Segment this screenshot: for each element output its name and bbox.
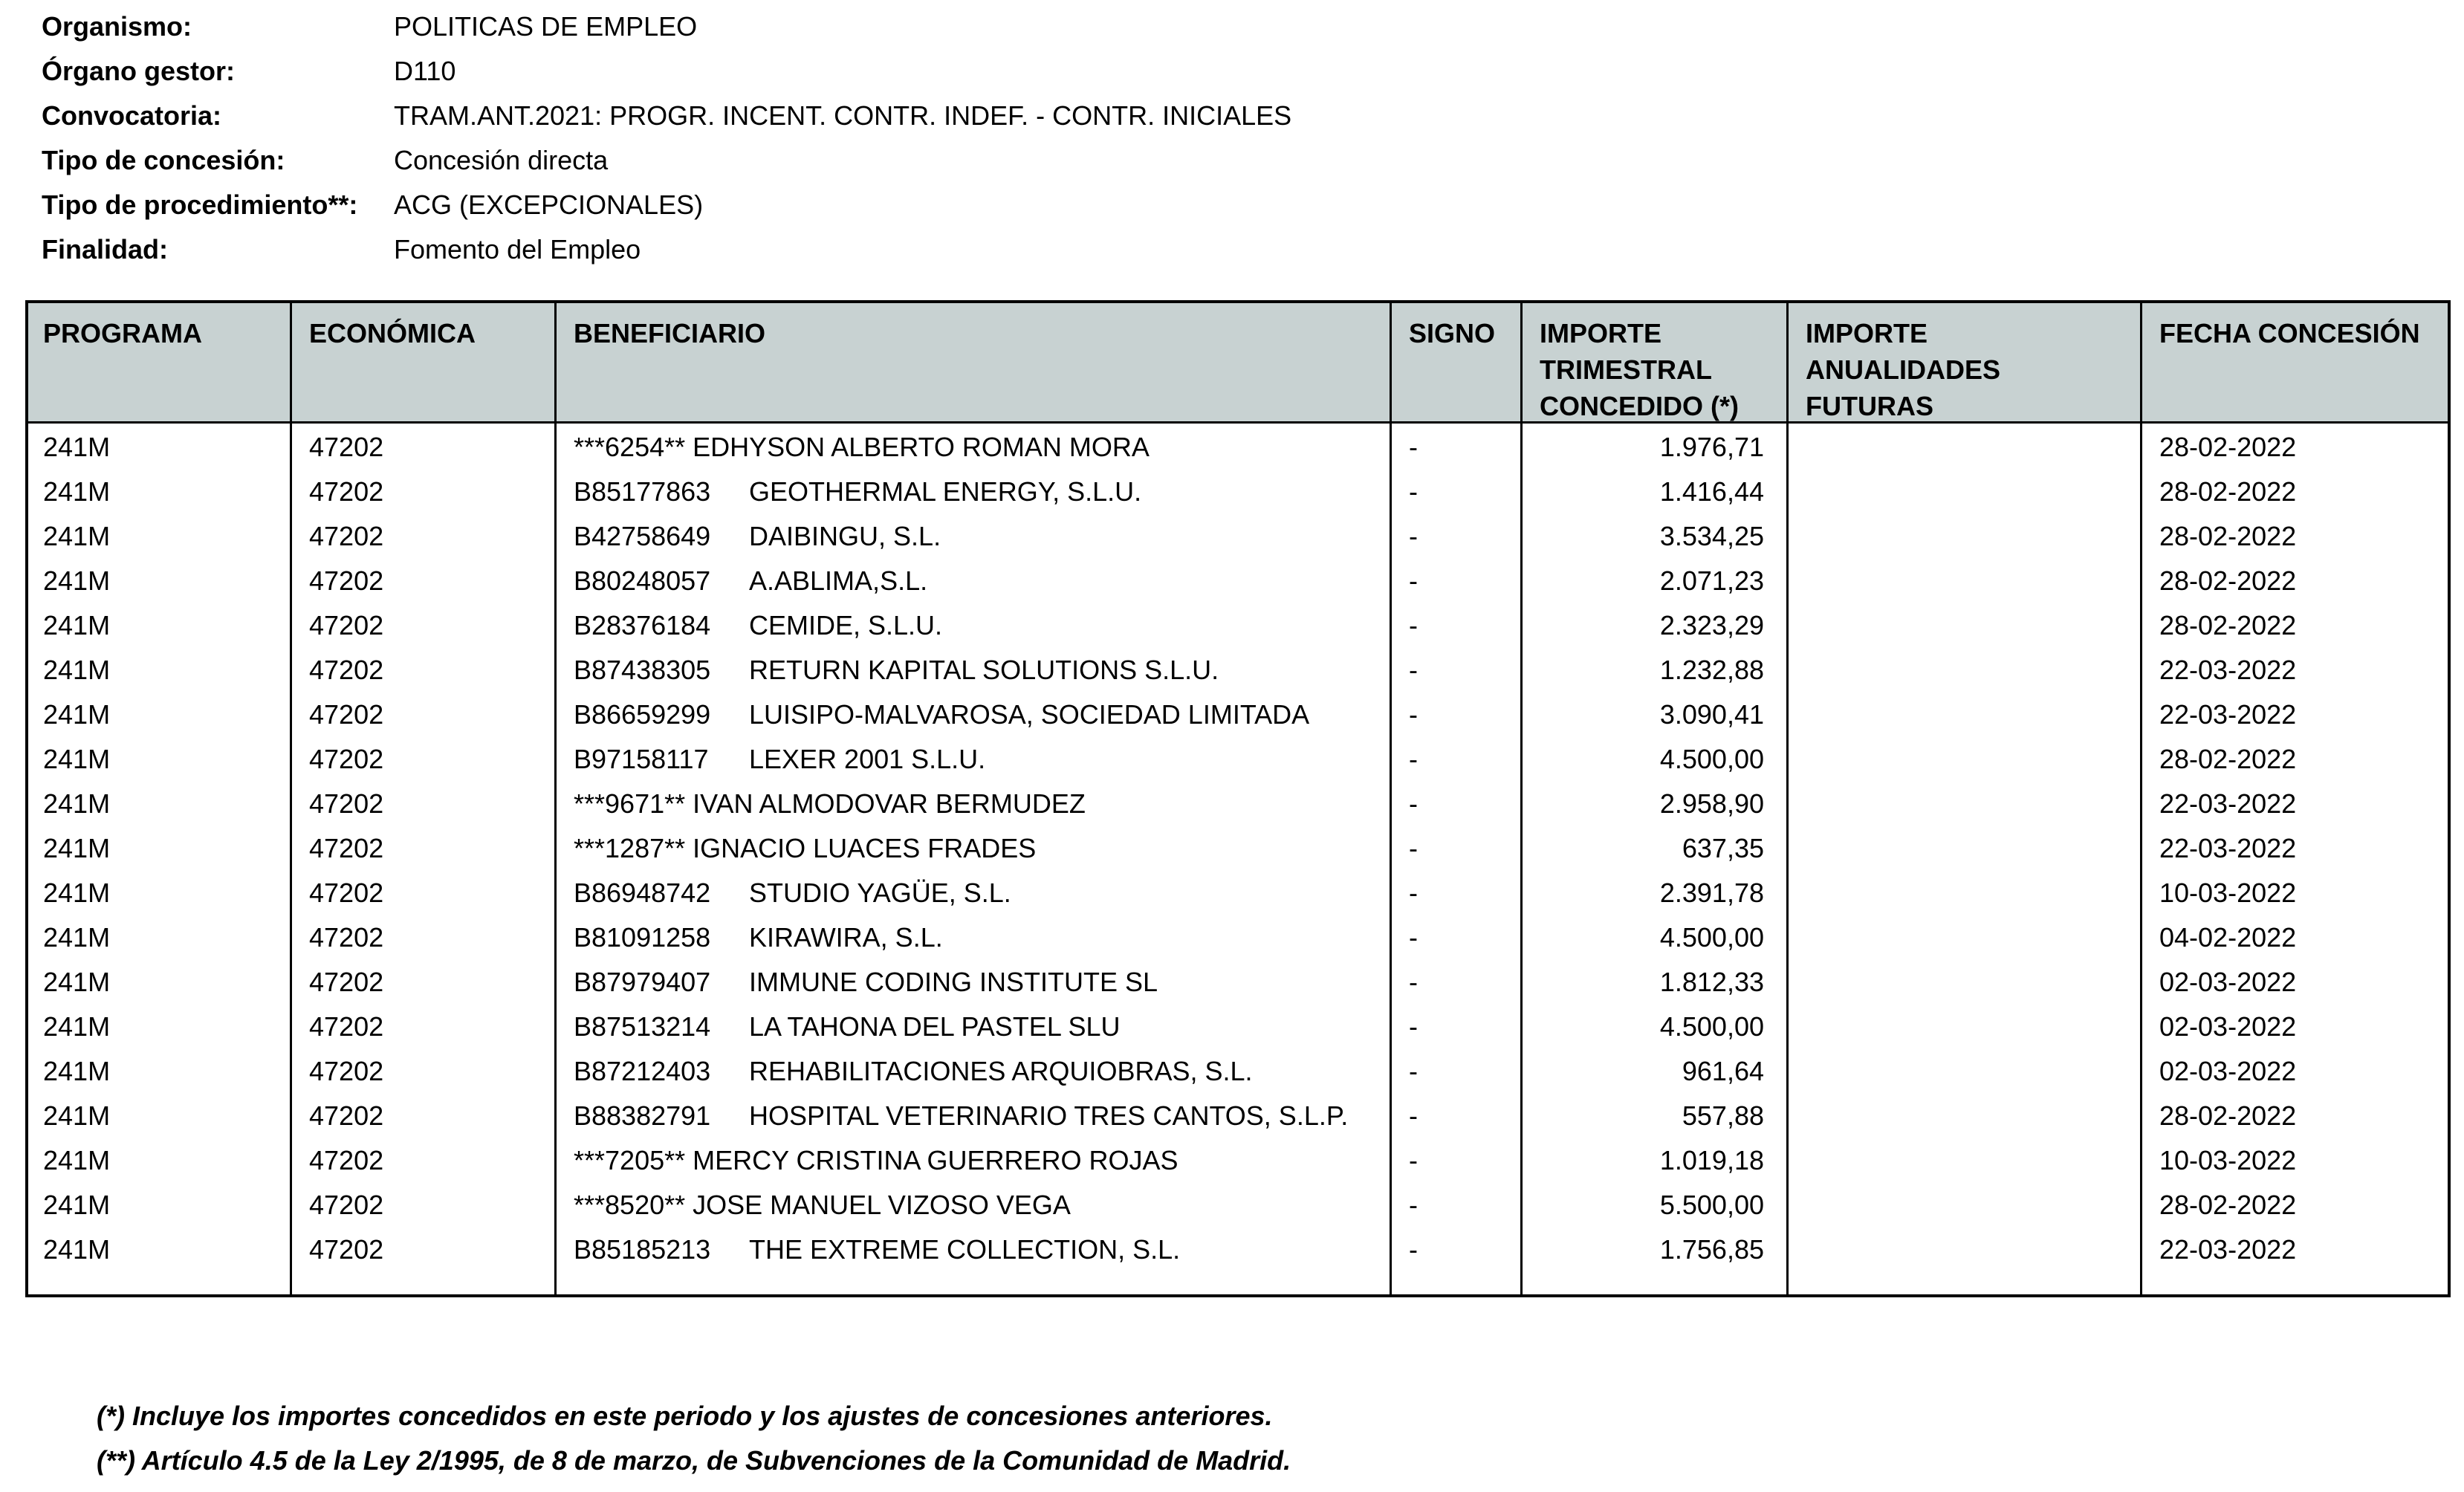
cell-signo: - [1409, 1011, 1418, 1042]
cell-economica: 47202 [309, 432, 384, 462]
beneficiario-nombre: IVAN ALMODOVAR BERMUDEZ [693, 788, 1086, 819]
metadata-value: Concesión directa [394, 145, 609, 175]
cell-programa: 241M [43, 1145, 111, 1175]
table-row [28, 425, 2448, 470]
cell-programa: 241M [43, 1234, 111, 1265]
metadata-label: Organismo: [42, 11, 192, 42]
table-row [28, 1005, 2448, 1049]
cell-beneficiario [574, 1138, 1178, 1183]
beneficiario-nombre: LEXER 2001 S.L.U. [749, 744, 986, 774]
footnotes [97, 1394, 1291, 1483]
cell-programa: 241M [43, 699, 111, 730]
header-fecha-concesion: FECHA CONCESIÓN [2159, 318, 2420, 348]
metadata-row [42, 4, 1291, 49]
cell-beneficiario [574, 915, 943, 960]
cell-fecha: 28-02-2022 [2159, 432, 2297, 462]
cell-fecha: 28-02-2022 [2159, 610, 2297, 640]
beneficiario-nombre: JOSE MANUEL VIZOSO VEGA [693, 1190, 1071, 1220]
cell-beneficiario [574, 648, 1219, 693]
cell-beneficiario [574, 470, 1141, 514]
cell-fecha: 02-03-2022 [2159, 1011, 2297, 1042]
metadata-label: Tipo de procedimiento**: [42, 189, 358, 220]
beneficiario-nombre: STUDIO YAGÜE, S.L. [749, 878, 1011, 908]
metadata-label: Tipo de concesión: [42, 145, 285, 175]
table-row [28, 559, 2448, 603]
table-row [28, 871, 2448, 915]
cell-signo: - [1409, 699, 1418, 730]
cell-beneficiario [574, 737, 985, 782]
header-importe-anualidades: IMPORTE ANUALIDADES FUTURAS [1806, 318, 2001, 421]
header-signo: SIGNO [1409, 318, 1496, 348]
beneficiario-nif: B87212403 [574, 1056, 711, 1086]
cell-programa: 241M [43, 1100, 111, 1131]
table-row [28, 648, 2448, 693]
cell-signo: - [1409, 521, 1418, 551]
cell-fecha: 28-02-2022 [2159, 476, 2297, 507]
cell-beneficiario [574, 514, 941, 559]
cell-importe: 4.500,00 [1659, 922, 1764, 953]
cell-programa: 241M [43, 476, 111, 507]
cell-importe: 637,35 [1682, 833, 1764, 863]
header-beneficiario: BENEFICIARIO [574, 318, 766, 348]
cell-signo: - [1409, 610, 1418, 640]
footnote-ley: (**) Artículo 4.5 de la Ley 2/1995, de 8 de marzo, de Subvenciones de la Comunidad de Madrid. [97, 1445, 1291, 1476]
cell-signo: - [1409, 1056, 1418, 1086]
cell-fecha: 10-03-2022 [2159, 878, 2297, 908]
cell-programa: 241M [43, 744, 111, 774]
cell-programa: 241M [43, 967, 111, 997]
cell-signo: - [1409, 878, 1418, 908]
beneficiario-nombre: LUISIPO-MALVAROSA, SOCIEDAD LIMITADA [749, 699, 1310, 730]
cell-importe: 4.500,00 [1659, 744, 1764, 774]
footnote-importes: (*) Incluye los importes concedidos en este periodo y los ajustes de concesiones anteriores. [97, 1401, 1273, 1431]
beneficiario-nif: B87438305 [574, 655, 711, 685]
beneficiario-nombre: LA TAHONA DEL PASTEL SLU [749, 1011, 1121, 1042]
table-row [28, 1227, 2448, 1272]
cell-signo: - [1409, 833, 1418, 863]
cell-signo: - [1409, 788, 1418, 819]
table-row [28, 737, 2448, 782]
cell-signo: - [1409, 744, 1418, 774]
metadata-block [42, 4, 1291, 272]
cell-signo: - [1409, 655, 1418, 685]
cell-importe: 2.958,90 [1659, 788, 1764, 819]
cell-fecha: 28-02-2022 [2159, 1100, 2297, 1131]
cell-economica: 47202 [309, 655, 384, 685]
cell-fecha: 02-03-2022 [2159, 1056, 2297, 1086]
beneficiario-nif: ***8520** [574, 1190, 686, 1220]
cell-importe: 2.323,29 [1659, 610, 1764, 640]
cell-programa: 241M [43, 788, 111, 819]
beneficiario-nombre: IGNACIO LUACES FRADES [693, 833, 1037, 863]
cell-economica: 47202 [309, 1190, 384, 1220]
beneficiario-nombre: HOSPITAL VETERINARIO TRES CANTOS, S.L.P. [749, 1100, 1349, 1131]
cell-economica: 47202 [309, 610, 384, 640]
cell-economica: 47202 [309, 1145, 384, 1175]
cell-programa: 241M [43, 565, 111, 596]
cell-programa: 241M [43, 1011, 111, 1042]
beneficiario-nif: B86659299 [574, 699, 711, 730]
beneficiario-nif: ***7205** [574, 1145, 686, 1175]
cell-importe: 4.500,00 [1659, 1011, 1764, 1042]
table-row [28, 514, 2448, 559]
cell-fecha: 22-03-2022 [2159, 788, 2297, 819]
table-row [28, 1094, 2448, 1138]
cell-economica: 47202 [309, 922, 384, 953]
cell-fecha: 04-02-2022 [2159, 922, 2297, 953]
cell-fecha: 22-03-2022 [2159, 699, 2297, 730]
cell-signo: - [1409, 1234, 1418, 1265]
cell-beneficiario [574, 425, 1150, 470]
cell-beneficiario [574, 782, 1086, 826]
cell-beneficiario [574, 1227, 1180, 1272]
beneficiario-nif: B85177863 [574, 476, 711, 507]
cell-economica: 47202 [309, 476, 384, 507]
cell-importe: 3.090,41 [1659, 699, 1764, 730]
cell-beneficiario [574, 826, 1036, 871]
beneficiario-nif: B87513214 [574, 1011, 711, 1042]
table-row [28, 603, 2448, 648]
cell-programa: 241M [43, 1190, 111, 1220]
cell-signo: - [1409, 565, 1418, 596]
cell-beneficiario [574, 603, 942, 648]
grants-table [25, 300, 2451, 1297]
cell-importe: 2.391,78 [1659, 878, 1764, 908]
cell-programa: 241M [43, 922, 111, 953]
cell-programa: 241M [43, 432, 111, 462]
cell-economica: 47202 [309, 788, 384, 819]
cell-importe: 5.500,00 [1659, 1190, 1764, 1220]
metadata-row [42, 183, 1291, 227]
cell-importe: 1.416,44 [1659, 476, 1764, 507]
beneficiario-nombre: A.ABLIMA,S.L. [749, 565, 928, 596]
metadata-row [42, 94, 1291, 138]
metadata-value: TRAM.ANT.2021: PROGR. INCENT. CONTR. INDEF. - CONTR. INICIALES [394, 100, 1292, 131]
cell-beneficiario [574, 693, 1309, 737]
beneficiario-nif: B97158117 [574, 744, 709, 774]
cell-importe: 1.756,85 [1659, 1234, 1764, 1265]
cell-economica: 47202 [309, 521, 384, 551]
cell-economica: 47202 [309, 565, 384, 596]
cell-importe: 1.019,18 [1659, 1145, 1764, 1175]
header-programa: PROGRAMA [43, 318, 202, 348]
beneficiario-nif: B87979407 [574, 967, 711, 997]
beneficiario-nombre: MERCY CRISTINA GUERRERO ROJAS [693, 1145, 1178, 1175]
cell-beneficiario [574, 1005, 1121, 1049]
metadata-row [42, 138, 1291, 183]
cell-importe: 2.071,23 [1659, 565, 1764, 596]
metadata-label: Órgano gestor: [42, 56, 236, 86]
cell-importe: 1.976,71 [1659, 432, 1764, 462]
beneficiario-nombre: REHABILITACIONES ARQUIOBRAS, S.L. [749, 1056, 1253, 1086]
beneficiario-nombre: THE EXTREME COLLECTION, S.L. [749, 1234, 1181, 1265]
table-row [28, 960, 2448, 1005]
cell-economica: 47202 [309, 699, 384, 730]
beneficiario-nif: B80248057 [574, 565, 711, 596]
cell-fecha: 10-03-2022 [2159, 1145, 2297, 1175]
beneficiario-nombre: IMMUNE CODING INSTITUTE SL [749, 967, 1158, 997]
cell-beneficiario [574, 559, 927, 603]
table-row [28, 826, 2448, 871]
beneficiario-nif: ***9671** [574, 788, 686, 819]
table-row [28, 470, 2448, 514]
cell-beneficiario [574, 1183, 1071, 1227]
cell-programa: 241M [43, 878, 111, 908]
cell-economica: 47202 [309, 1011, 384, 1042]
table-row [28, 1049, 2448, 1094]
beneficiario-nif: B88382791 [574, 1100, 711, 1131]
cell-fecha: 28-02-2022 [2159, 521, 2297, 551]
cell-signo: - [1409, 432, 1418, 462]
cell-economica: 47202 [309, 744, 384, 774]
cell-fecha: 22-03-2022 [2159, 655, 2297, 685]
cell-economica: 47202 [309, 967, 384, 997]
cell-programa: 241M [43, 833, 111, 863]
cell-programa: 241M [43, 610, 111, 640]
metadata-label: Convocatoria: [42, 100, 222, 131]
metadata-value: POLITICAS DE EMPLEO [394, 11, 698, 42]
cell-beneficiario [574, 871, 1011, 915]
table-header [28, 303, 2448, 424]
cell-signo: - [1409, 922, 1418, 953]
table-row [28, 1138, 2448, 1183]
cell-fecha: 02-03-2022 [2159, 967, 2297, 997]
metadata-value: ACG (EXCEPCIONALES) [394, 189, 704, 220]
metadata-value: Fomento del Empleo [394, 234, 641, 265]
metadata-row [42, 49, 1291, 94]
table-row [28, 693, 2448, 737]
metadata-row [42, 227, 1291, 272]
beneficiario-nif: B86948742 [574, 878, 711, 908]
beneficiario-nombre: RETURN KAPITAL SOLUTIONS S.L.U. [749, 655, 1219, 685]
cell-economica: 47202 [309, 1056, 384, 1086]
cell-economica: 47202 [309, 878, 384, 908]
cell-importe: 961,64 [1682, 1056, 1764, 1086]
cell-economica: 47202 [309, 1100, 384, 1131]
header-importe-trimestral: IMPORTE TRIMESTRAL CONCEDIDO (*) [1540, 318, 1739, 421]
cell-fecha: 28-02-2022 [2159, 744, 2297, 774]
cell-fecha: 28-02-2022 [2159, 565, 2297, 596]
beneficiario-nif: B85185213 [574, 1234, 711, 1265]
cell-importe: 1.812,33 [1659, 967, 1764, 997]
cell-economica: 47202 [309, 833, 384, 863]
beneficiario-nif: ***1287** [574, 833, 686, 863]
metadata-label: Finalidad: [42, 234, 168, 265]
cell-economica: 47202 [309, 1234, 384, 1265]
cell-importe: 3.534,25 [1659, 521, 1764, 551]
beneficiario-nif: B28376184 [574, 610, 711, 640]
table-row [28, 915, 2448, 960]
cell-beneficiario [574, 1094, 1348, 1138]
table-row [28, 782, 2448, 826]
cell-programa: 241M [43, 655, 111, 685]
cell-signo: - [1409, 1190, 1418, 1220]
cell-fecha: 22-03-2022 [2159, 833, 2297, 863]
beneficiario-nombre: EDHYSON ALBERTO ROMAN MORA [693, 432, 1150, 462]
cell-programa: 241M [43, 1056, 111, 1086]
beneficiario-nif: B42758649 [574, 521, 711, 551]
beneficiario-nombre: DAIBINGU, S.L. [749, 521, 941, 551]
table-row [28, 1183, 2448, 1227]
cell-fecha: 28-02-2022 [2159, 1190, 2297, 1220]
cell-beneficiario [574, 1049, 1253, 1094]
beneficiario-nombre: KIRAWIRA, S.L. [749, 922, 943, 953]
cell-signo: - [1409, 476, 1418, 507]
metadata-value: D110 [394, 56, 456, 86]
cell-programa: 241M [43, 521, 111, 551]
cell-fecha: 22-03-2022 [2159, 1234, 2297, 1265]
beneficiario-nif: ***6254** [574, 432, 686, 462]
beneficiario-nombre: CEMIDE, S.L.U. [749, 610, 943, 640]
cell-importe: 557,88 [1682, 1100, 1764, 1131]
cell-beneficiario [574, 960, 1158, 1005]
header-economica: ECONÓMICA [309, 318, 476, 348]
cell-signo: - [1409, 967, 1418, 997]
cell-importe: 1.232,88 [1659, 655, 1764, 685]
beneficiario-nif: B81091258 [574, 922, 711, 953]
cell-signo: - [1409, 1100, 1418, 1131]
beneficiario-nombre: GEOTHERMAL ENERGY, S.L.U. [749, 476, 1142, 507]
cell-signo: - [1409, 1145, 1418, 1175]
